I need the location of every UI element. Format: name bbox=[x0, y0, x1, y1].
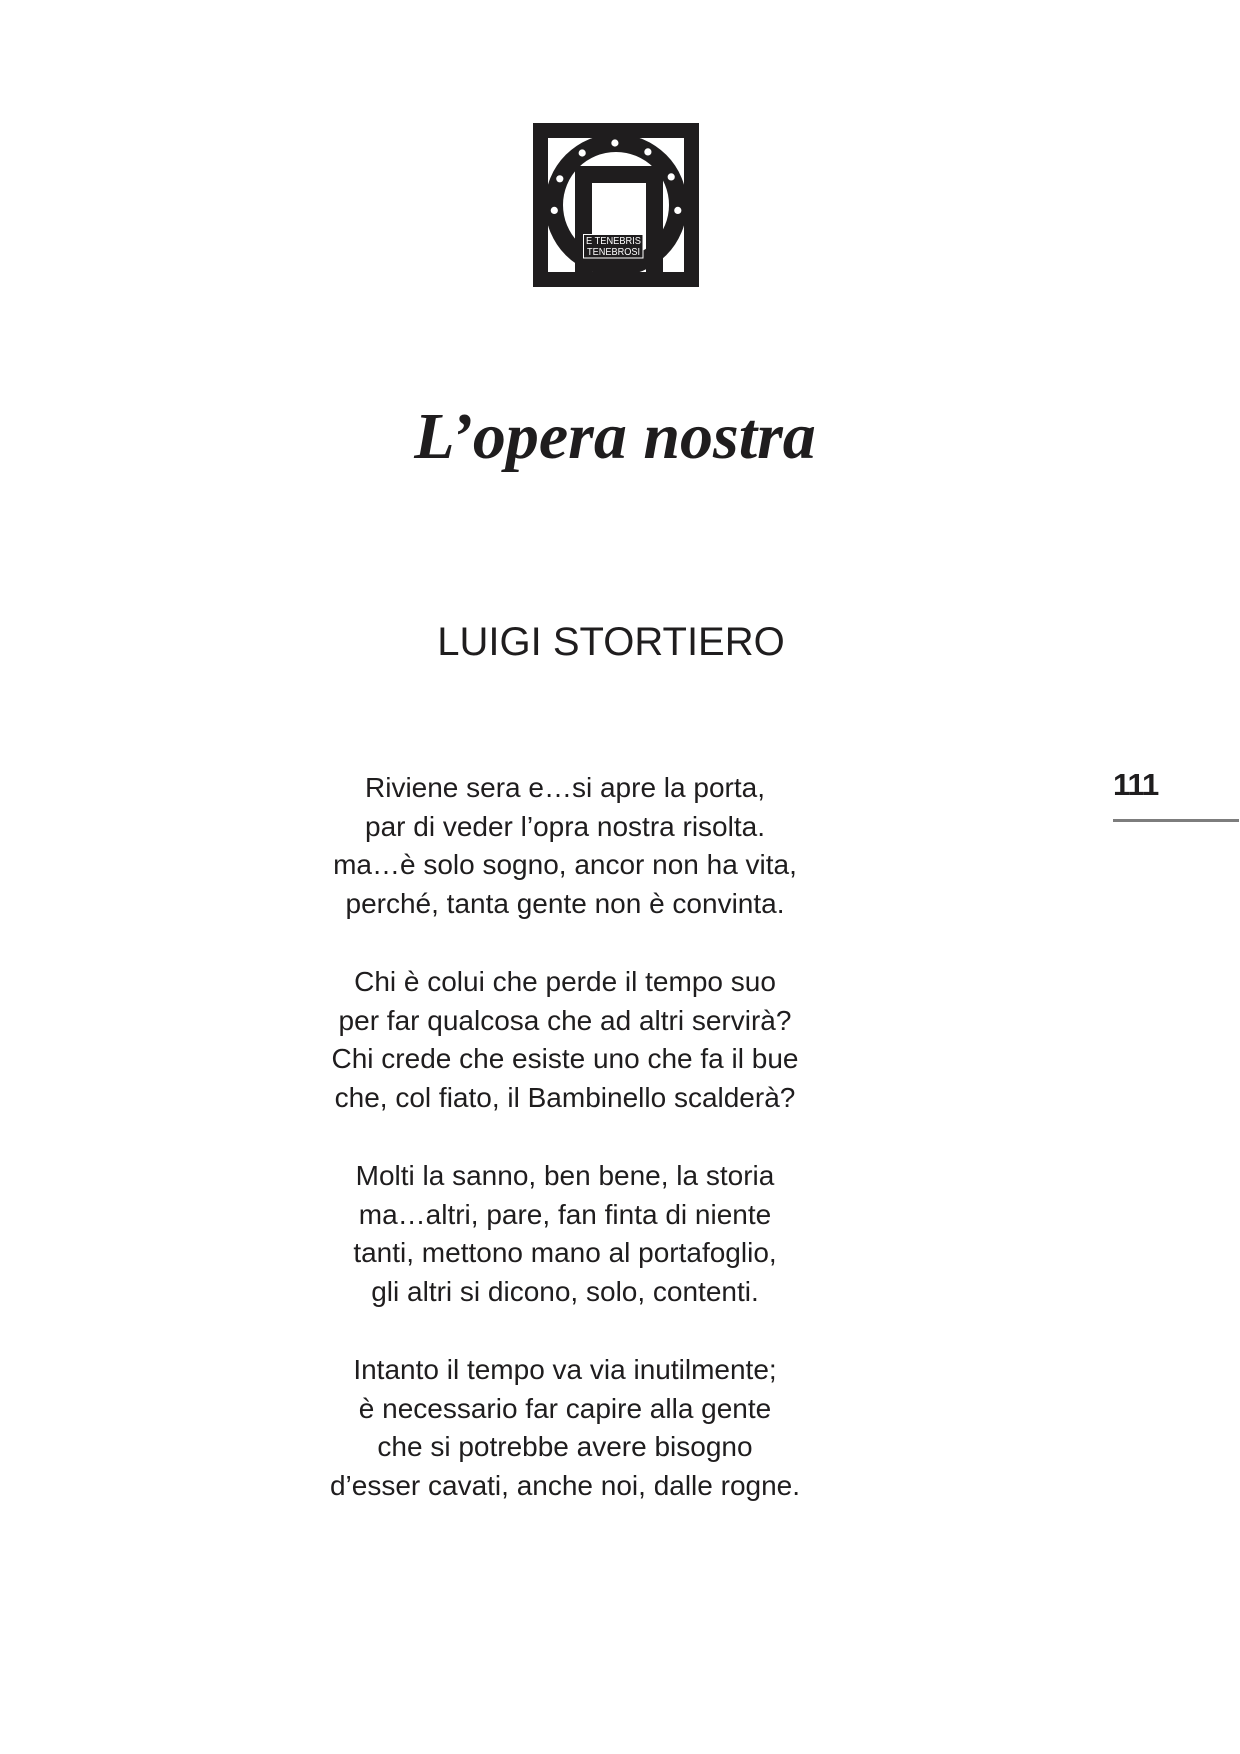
author-name: LUIGI STORTIERO bbox=[437, 620, 785, 664]
poem-line: per far qualcosa che ad altri servirà? bbox=[338, 1004, 792, 1036]
poem-stanza-2 bbox=[0, 963, 1130, 1117]
poem-line: che si potrebbe avere bisogno bbox=[377, 1431, 753, 1462]
poem-line: Chi crede che esiste uno che fa il bue bbox=[331, 1043, 799, 1074]
poem-line: Molti la sanno, ben bene, la storia bbox=[355, 1160, 775, 1191]
poem-line: gli altri si dicono, solo, contenti. bbox=[371, 1275, 759, 1307]
poem-line: ma…altri, pare, fan finta di niente bbox=[358, 1198, 772, 1230]
page-number: 111 bbox=[1113, 767, 1159, 802]
poem-line: Riviene sera e…si apre la porta, bbox=[365, 772, 765, 803]
poem-line: Chi è colui che perde il tempo suo bbox=[354, 966, 776, 997]
poem-line: d’esser cavati, anche noi, dalle rogne. bbox=[329, 1469, 801, 1501]
page-number-rule bbox=[1113, 819, 1239, 822]
poem-line: è necessario far capire alla gente bbox=[358, 1392, 772, 1424]
poem-stanza-1 bbox=[0, 769, 1130, 923]
poem-line: che, col fiato, il Bambinello scalderà? bbox=[334, 1081, 796, 1113]
emblem-motto-line-1: E TENEBRIS bbox=[586, 235, 641, 247]
poem-line: Intanto il tempo va via inutilmente; bbox=[353, 1354, 777, 1385]
poem-line: tanti, mettono mano al portafoglio, bbox=[353, 1237, 777, 1268]
poem-stanza-3 bbox=[0, 1157, 1130, 1311]
poem-line: perché, tanta gente non è convinta. bbox=[345, 887, 785, 919]
poem-line: ma…è solo sogno, ancor non ha vita, bbox=[333, 849, 797, 880]
poem-line: par di veder l’opra nostra risolta. bbox=[365, 810, 765, 842]
poem-stanza-4 bbox=[0, 1351, 1130, 1505]
poem bbox=[0, 769, 1130, 1505]
poem-title: L’opera nostra bbox=[414, 400, 816, 473]
publisher-emblem-icon bbox=[533, 123, 699, 287]
emblem-motto-line-2: TENEBROSI bbox=[587, 245, 640, 258]
emblem-motto bbox=[584, 235, 644, 259]
